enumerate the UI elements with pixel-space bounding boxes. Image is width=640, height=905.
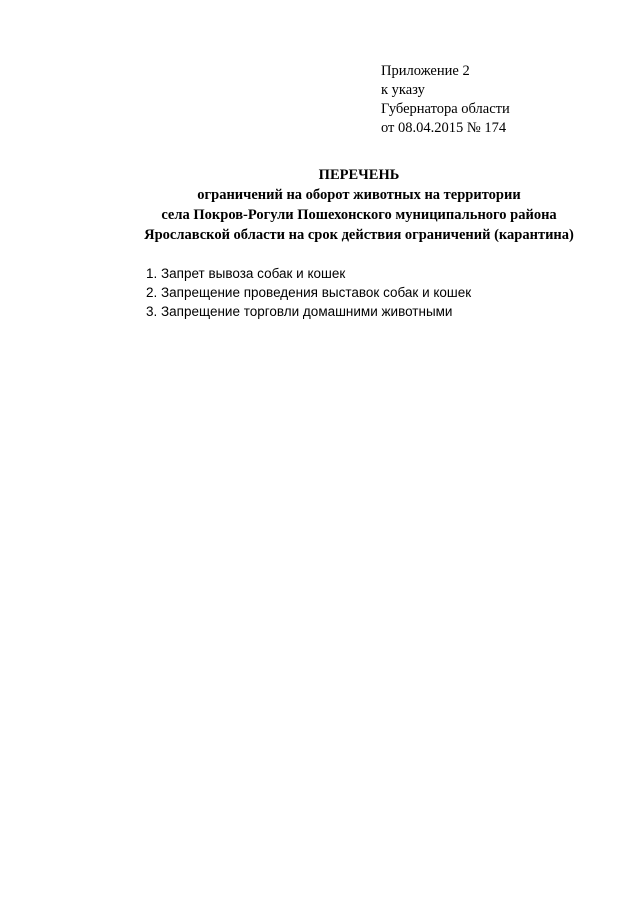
heading-line-3: Ярославской области на срок действия ограничений (карантина) <box>144 227 574 243</box>
document-heading <box>0 165 640 245</box>
appendix-line-2: к указу <box>381 82 425 98</box>
appendix-line-4: от 08.04.2015 № 174 <box>381 120 507 136</box>
heading-title: ПЕРЕЧЕНЬ <box>318 167 400 183</box>
list-item: 3. Запрещение торговли домашними животными <box>146 304 453 319</box>
heading-line-2: села Покров-Рогули Пошехонского муниципального района <box>161 207 557 223</box>
appendix-line-3: Губернатора области <box>381 101 510 117</box>
appendix-line-1: Приложение 2 <box>381 63 470 79</box>
list-item: 1. Запрет вывоза собак и кошек <box>146 266 346 281</box>
appendix-block <box>381 62 510 138</box>
restrictions-list <box>146 264 471 321</box>
list-item: 2. Запрещение проведения выставок собак и кошек <box>146 285 472 300</box>
heading-line-1: ограничений на оборот животных на территории <box>197 187 521 203</box>
